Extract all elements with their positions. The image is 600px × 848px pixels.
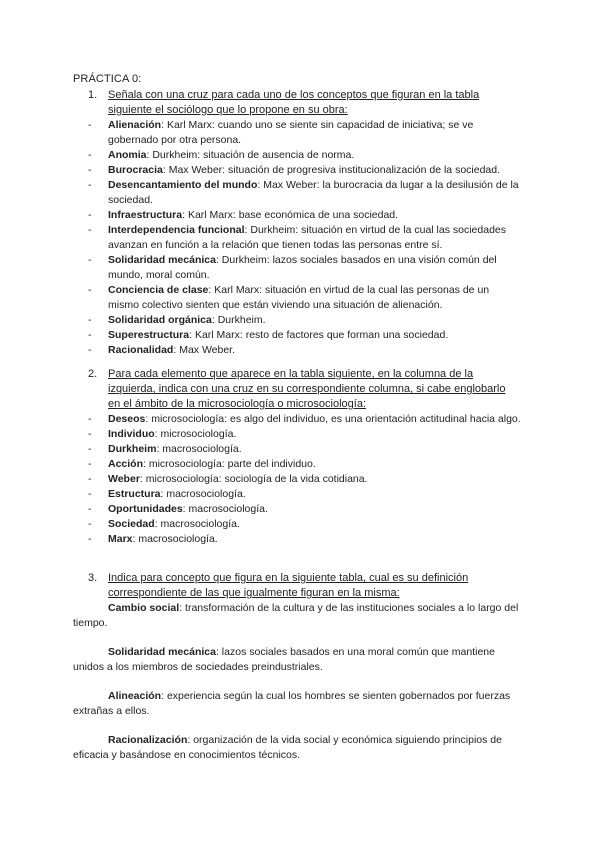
definition: : microsociología: es algo del individuo, es una orientación actitudinal hacia algo.: [145, 413, 521, 425]
list-item: - Burocracia: Max Weber: situación de progresiva institucionalización de la sociedad.: [88, 164, 501, 176]
definition: : Karl Marx: cuando uno se siente sin capacidad de iniciativa; se ve gobernado por otra persona.: [108, 119, 474, 146]
term: Marx: [108, 533, 133, 545]
question-number: 2.: [88, 368, 98, 380]
definition: : experiencia según la cual los hombres se sienten gobernados por fuerzas extrañas a ellos.: [73, 690, 511, 717]
list-item: - Deseos: microsociología: es algo del individuo, es una orientación actitudinal hacia algo.: [88, 413, 521, 425]
question-text: Para cada elemento que aparece en la tabla siguiente, en la columna de la izquierda, indica con una cruz en su correspondiente columna, si cabe englobarlo en el ámbito de la microsociología o microsociología:: [108, 368, 506, 410]
list-item: - Infraestructura: Karl Marx: base económica de una sociedad.: [88, 209, 399, 221]
term: Alienación: [108, 119, 162, 131]
term: Oportunidades: [108, 503, 183, 515]
term: Racionalidad: [108, 344, 174, 356]
answer-list: [0, 412, 600, 547]
definition: : macrosociología.: [154, 518, 240, 530]
definition: : organización de la vida social y económica siguiendo principios de eficacia y basándose en conocimientos técnicos.: [73, 734, 502, 761]
definition-paragraph: [73, 689, 528, 719]
term: Cambio social: [108, 602, 180, 614]
term: Superestructura: [108, 329, 190, 341]
list-item: - Anomia: Durkheim: situación de ausencia de norma.: [88, 149, 355, 161]
list-item: - Conciencia de clase: Karl Marx: situación en virtud de la cual las personas de un mismo colectivo sienten que están viviendo una situación de alienación.: [88, 284, 490, 311]
term: Solidaridad orgánica: [108, 314, 212, 326]
term: Durkheim: [108, 443, 157, 455]
definition: : microsociología: parte del individuo.: [143, 458, 316, 470]
list-item: - Estructura: macrosociología.: [88, 488, 246, 500]
question-2-heading: [0, 367, 600, 412]
list-item: - Racionalidad: Max Weber.: [88, 344, 236, 356]
definition: : macrosociología.: [182, 503, 268, 515]
definition: : macrosociología.: [132, 533, 218, 545]
term: Anomia: [108, 149, 147, 161]
term: Weber: [108, 473, 140, 485]
definition: : Max Weber: la burocracia da lugar a la desilusión de la sociedad.: [108, 179, 519, 206]
term: Sociedad: [108, 518, 155, 530]
question-number: 3.: [88, 572, 98, 584]
definition: : lazos sociales basados en una moral común que mantiene unidos a los miembros de sociedades preindustriales.: [73, 646, 495, 673]
list-item: - Individuo: microsociología.: [88, 428, 237, 440]
list-item: - Desencantamiento del mundo: Max Weber: la burocracia da lugar a la desilusión de la sociedad.: [88, 179, 519, 206]
term: Infraestructura: [108, 209, 183, 221]
definitions-list: [73, 601, 528, 777]
question-number: 1.: [88, 89, 98, 101]
definition: : Karl Marx: situación en virtud de la cual las personas de un mismo colectivo sienten que están viviendo una situación de alienación.: [108, 284, 490, 311]
definition: : Max Weber.: [173, 344, 236, 356]
list-item: - Solidaridad mecánica: Durkheim: lazos sociales basados en una visión común del mundo, moral común.: [88, 254, 497, 281]
list-item: - Acción: microsociología: parte del individuo.: [88, 458, 316, 470]
term: Acción: [108, 458, 144, 470]
term: Desencantamiento del mundo: [108, 179, 258, 191]
term: Racionalización: [108, 734, 188, 746]
list-item: - Marx: macrosociología.: [88, 533, 218, 545]
definition: : Karl Marx: resto de factores que forman una sociedad.: [189, 329, 449, 341]
list-item: - Weber: microsociología: sociología de la vida cotidiana.: [88, 473, 368, 485]
definition-paragraph: [73, 645, 528, 675]
term: Individuo: [108, 428, 155, 440]
list-item: - Alienación: Karl Marx: cuando uno se siente sin capacidad de iniciativa; se ve gobernado por otra persona.: [88, 119, 474, 146]
list-item: - Sociedad: macrosociología.: [88, 518, 240, 530]
definition: : Durkheim: lazos sociales basados en una visión común del mundo, moral común.: [108, 254, 497, 281]
list-item: - Superestructura: Karl Marx: resto de factores que forman una sociedad.: [88, 329, 449, 341]
definition: : Karl Marx: base económica de una sociedad.: [182, 209, 399, 221]
term: Alineación: [108, 690, 162, 702]
page-title: PRÁCTICA 0:: [73, 73, 142, 85]
term: Estructura: [108, 488, 161, 500]
term: Deseos: [108, 413, 146, 425]
definition: : microsociología: sociología de la vida cotidiana.: [139, 473, 368, 485]
question-2: [0, 367, 600, 547]
definition: : macrosociología.: [160, 488, 246, 500]
answer-list: [0, 118, 600, 358]
definition: : microsociología.: [154, 428, 237, 440]
list-item: - Interdependencia funcional: Durkheim: situación en virtud de la cual las sociedades avanzan en función a la relación que tienen todas las personas entre sí.: [88, 224, 507, 251]
term: Conciencia de clase: [108, 284, 209, 296]
definition: : Durkheim: situación en virtud de la cual las sociedades avanzan en función a la relación que tienen todas las personas entre sí.: [108, 224, 507, 251]
term: Burocracia: [108, 164, 163, 176]
list-item: - Oportunidades: macrosociología.: [88, 503, 268, 515]
definition-paragraph: [73, 733, 528, 763]
definition: : Durkheim: situación de ausencia de norma.: [146, 149, 355, 161]
question-3: [0, 571, 600, 601]
term: Solidaridad mecánica: [108, 254, 216, 266]
term: Interdependencia funcional: [108, 224, 245, 236]
list-item: - Solidaridad orgánica: Durkheim.: [88, 314, 266, 326]
term: Solidaridad mecánica: [108, 646, 216, 658]
definition: : transformación de la cultura y de las instituciones sociales a lo largo del tiempo.: [73, 602, 519, 629]
question-text: Indica para concepto que figura en la siguiente tabla, cual es su definición correspondiente de las que igualmente figuran en la misma:: [108, 572, 469, 599]
definition: : Durkheim.: [211, 314, 266, 326]
question-text: Señala con una cruz para cada uno de los conceptos que figuran en la tabla siguiente el sociólogo que lo propone en su obra:: [108, 89, 480, 116]
list-item: - Durkheim: macrosociología.: [88, 443, 242, 455]
question-1: [0, 88, 600, 358]
definition-paragraph: [73, 601, 528, 631]
question-3-heading: [0, 571, 600, 601]
definition: : Max Weber: situación de progresiva institucionalización de la sociedad.: [162, 164, 501, 176]
definition: : macrosociología.: [156, 443, 242, 455]
question-1-heading: [0, 88, 600, 118]
